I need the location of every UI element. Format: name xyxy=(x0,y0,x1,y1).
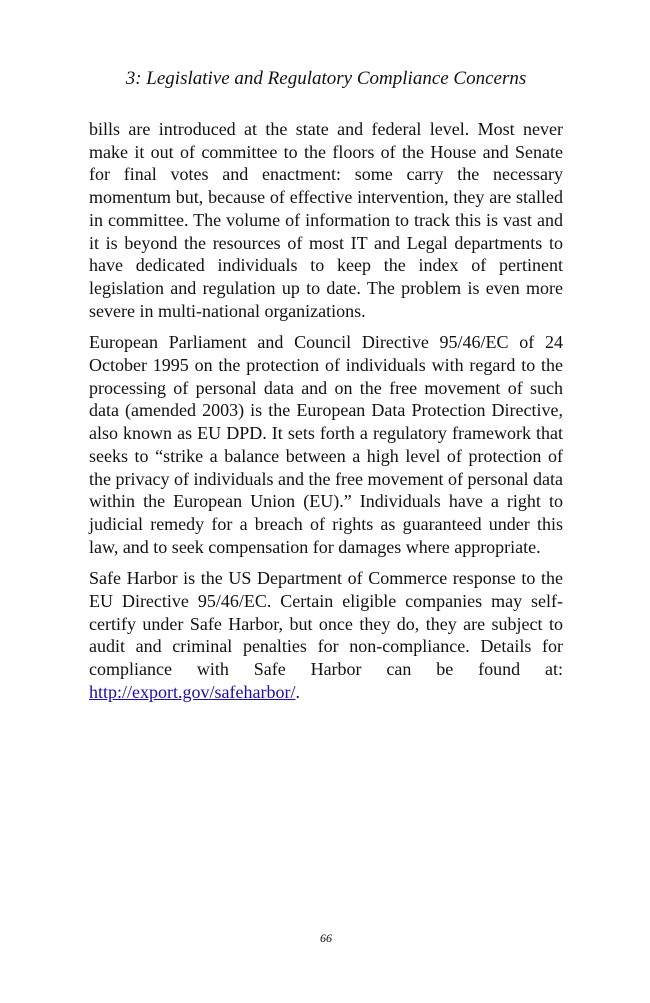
safe-harbor-link[interactable]: http://export.gov/safeharbor/ xyxy=(89,681,296,702)
paragraph-legislation-tracking: bills are introduced at the state and federal level. Most never make it out of committee to the floors of the House and Senate for final votes and enactment: some carry the necessary momentum but, because of effective intervention, they are stalled in committee. The volume of information to track this is vast and it is beyond the resources of most IT and Legal departments to have dedicated individuals to keep the index of pertinent legislation and regulation up to date. The problem is even more severe in multi-national organizations. xyxy=(89,119,563,321)
running-header: 3: Legislative and Regulatory Compliance Concerns xyxy=(125,68,527,89)
safe-harbor-text: Safe Harbor is the US Department of Commerce response to the EU Directive 95/46/EC. Certain eligible companies may self-certify under Safe Harbor, but once they do, they are subject to audit and criminal penalties for non-compliance. Details for compliance with Safe Harbor can be found at: xyxy=(89,568,563,680)
safe-harbor-period: . xyxy=(295,681,300,702)
page-number: 66 xyxy=(320,931,332,945)
paragraph-safe-harbor xyxy=(89,567,563,703)
book-page xyxy=(89,0,563,1003)
body-text xyxy=(89,118,563,713)
paragraph-eu-directive: European Parliament and Council Directive 95/46/EC of 24 October 1995 on the protection of individuals with regard to the processing of personal data and on the free movement of such data (amended 2003) is the European Data Protection Directive, also known as EU DPD. It sets forth a regulatory framework that seeks to “strike a balance between a high level of protection of the privacy of individuals and the free movement of personal data within the European Union (EU).” Individuals have a right to judicial remedy for a breach of rights as guaranteed under this law, and to seek compensation for damages where appropriate. xyxy=(89,332,563,557)
